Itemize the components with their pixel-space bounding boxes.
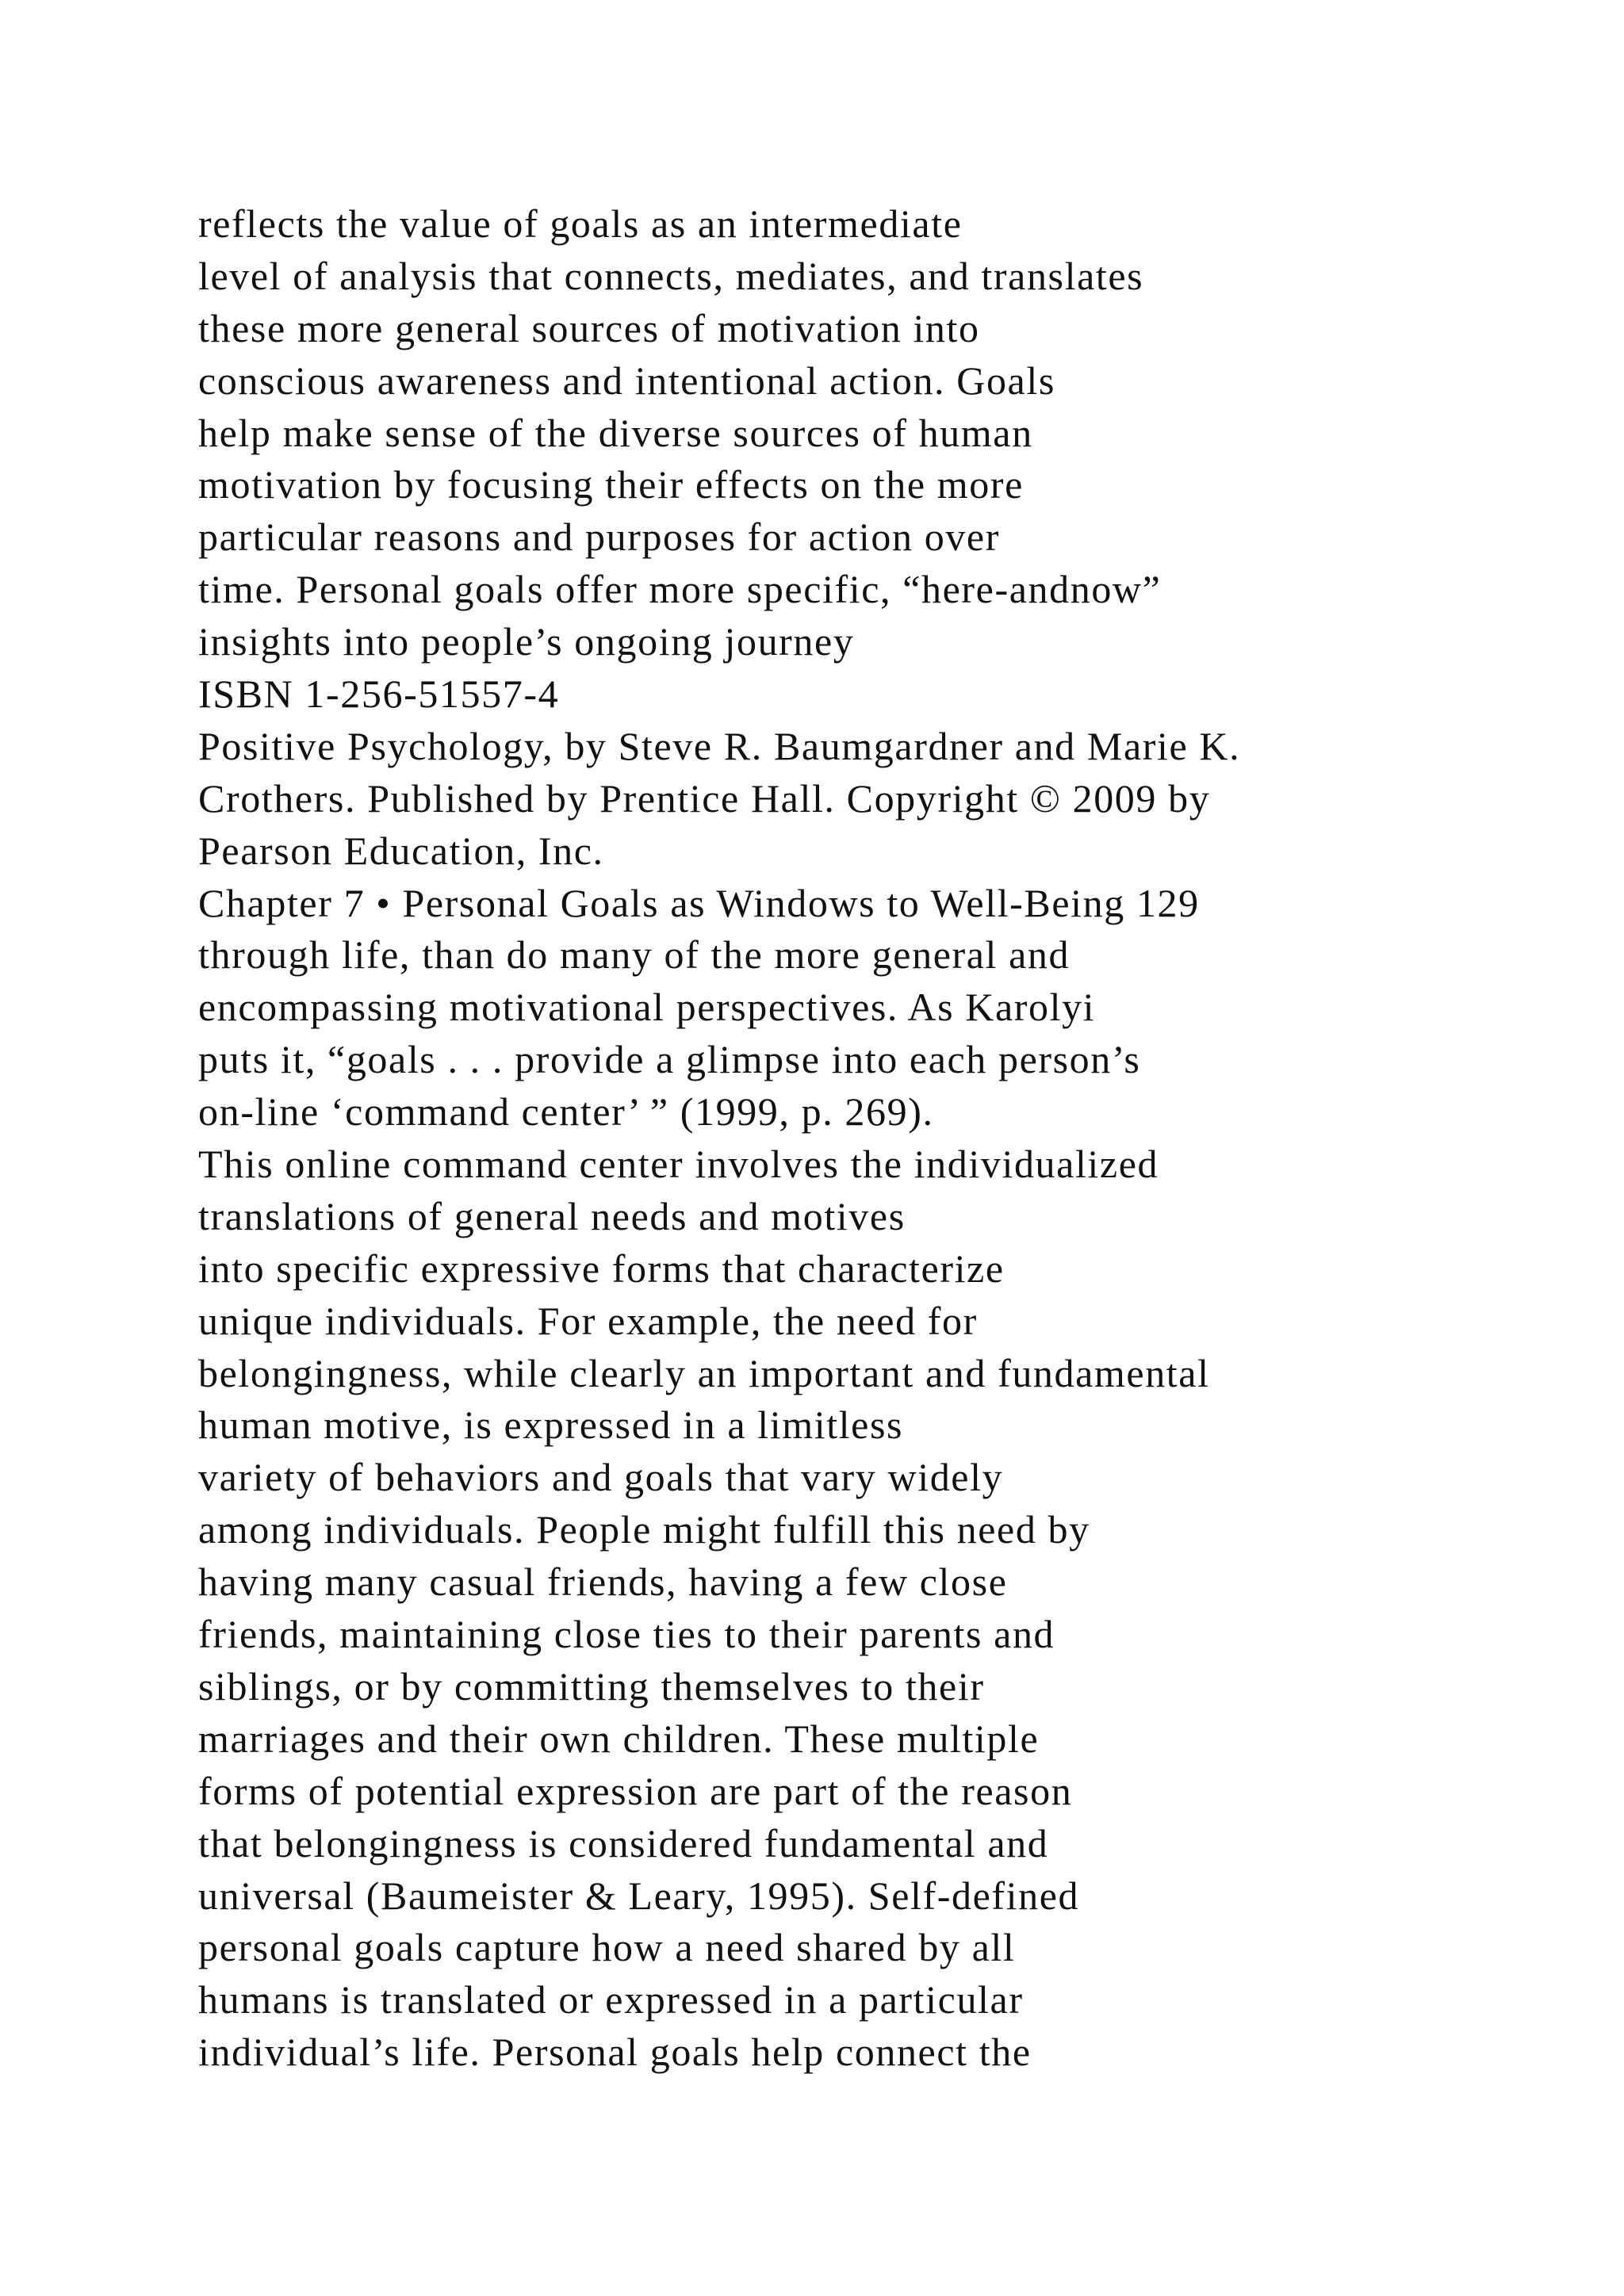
text-line: This online command center involves the individualized [198,1142,1159,1187]
text-line: personal goals capture how a need shared by all [198,1925,1016,1970]
text-line: level of analysis that connects, mediates, and translates [198,253,1144,298]
text-line: belongingness, while clearly an important and fundamental [198,1350,1210,1395]
text-line: universal (Baumeister & Leary, 1995). Self-defined [198,1873,1080,1918]
text-line: forms of potential expression are part of the reason [198,1768,1073,1813]
text-line: friends, maintaining close ties to their parents and [198,1612,1055,1657]
text-line: particular reasons and purposes for action over [198,515,1000,560]
citation-line: Crothers. Published by Prentice Hall. Copyright © 2009 by [198,775,1211,821]
chapter-header-line: Chapter 7 • Personal Goals as Windows to Well-Being 129 [198,880,1200,925]
text-line: variety of behaviors and goals that vary widely [198,1455,1004,1500]
text-line: among individuals. People might fulfill this need by [198,1507,1090,1552]
citation-line: Positive Psychology, by Steve R. Baumgardner and Marie K. [198,723,1241,768]
text-line: human motive, is expressed in a limitless [198,1402,904,1448]
text-line: that belongingness is considered fundamental and [198,1820,1049,1866]
text-line: help make sense of the diverse sources of human [198,410,1033,455]
text-line: puts it, “goals . . . provide a glimpse into each person’s [198,1037,1141,1082]
text-line: into specific expressive forms that characterize [198,1246,1005,1291]
isbn-line: ISBN 1-256-51557-4 [198,672,560,717]
text-line: motivation by focusing their effects on the more [198,462,1024,507]
text-line: reflects the value of goals as an intermediate [198,201,963,246]
citation-line: Pearson Education, Inc. [198,828,604,873]
text-line: time. Personal goals offer more specific, “here-andnow” [198,567,1162,612]
text-line: humans is translated or expressed in a particular [198,1977,1024,2022]
text-line: unique individuals. For example, the need for [198,1298,978,1343]
text-line: these more general sources of motivation into [198,305,980,350]
text-line: individual’s life. Personal goals help connect the [198,2030,1032,2075]
text-line: encompassing motivational perspectives. As Karolyi [198,985,1096,1030]
text-line: through life, than do many of the more general and [198,932,1071,978]
text-line: on-line ‘command center’ ” (1999, p. 269). [198,1089,934,1135]
text-line: insights into people’s ongoing journey [198,619,855,664]
text-line: marriages and their own children. These multiple [198,1716,1040,1761]
text-line: siblings, or by committing themselves to their [198,1663,985,1709]
text-line: having many casual friends, having a few close [198,1559,1008,1605]
text-line: conscious awareness and intentional action. Goals [198,358,1055,403]
text-line: translations of general needs and motives [198,1193,906,1238]
body-text [198,198,1610,2079]
